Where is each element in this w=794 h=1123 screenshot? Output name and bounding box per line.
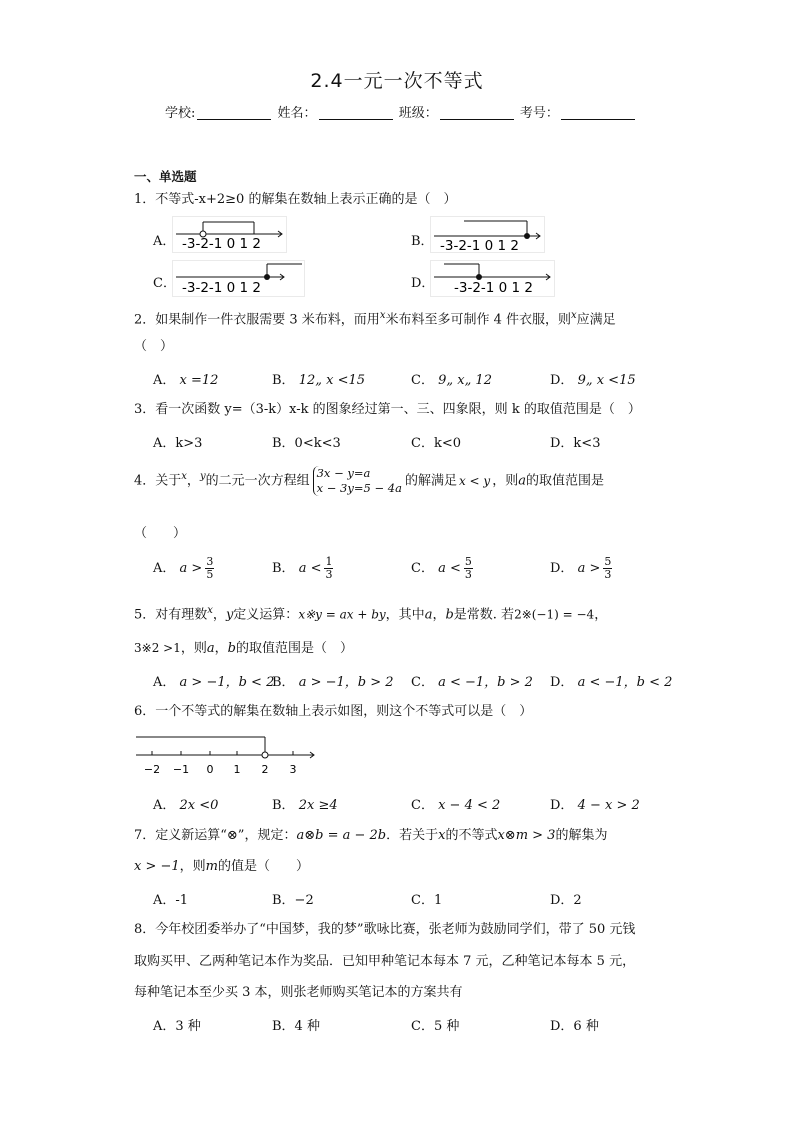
q1-option-d-numberline <box>430 260 556 298</box>
q4-d-den: 3 <box>604 568 612 581</box>
q4-text-1: 4．关于 <box>134 473 182 489</box>
q7-text-6: 的值是（ ） <box>218 859 310 874</box>
q7-option-b: B．−2 <box>272 893 314 908</box>
q8-option-c: C．5 种 <box>411 1019 460 1034</box>
q4-text-4: 的解满足 <box>404 473 457 489</box>
exam-no-field[interactable] <box>561 105 635 120</box>
q1-b-tick-labels: -3-2-1 0 1 2 <box>440 238 520 254</box>
q6-d-label: D． <box>550 798 574 813</box>
q1-option-a-label: A． <box>153 234 176 249</box>
q5-option-b <box>272 671 394 690</box>
q5-text-4: ，其中 <box>385 607 425 623</box>
q6-tick-label: 2 <box>261 763 269 776</box>
q4-eq2: x − 3y=5 − 4a <box>316 481 402 495</box>
q7-text-5: ，则 <box>179 859 206 874</box>
q2-a-value: x =12 <box>179 373 219 388</box>
q2-answer-paren: （ ） <box>134 339 174 354</box>
q7-text-1: 7．定义新运算“⊗”，规定： <box>134 828 297 843</box>
q6-tick-label: −1 <box>172 763 190 776</box>
section-heading: 一、单选题 <box>134 169 197 184</box>
q7-var-x: x <box>438 828 446 843</box>
q1-option-c-numberline <box>172 260 306 298</box>
q4-text-5: ，则 <box>492 473 519 489</box>
q6-option-d <box>550 794 640 813</box>
q6-b-label: B． <box>272 798 295 813</box>
q6-option-b <box>272 794 338 813</box>
q8-option-d: D．6 种 <box>550 1019 599 1034</box>
question-4-stem <box>134 466 604 496</box>
q1-d-tick-labels: -3-2-1 0 1 2 <box>454 280 534 296</box>
q5-option-c <box>411 671 533 690</box>
q5-var-a: a <box>424 607 433 623</box>
q4-a-den: 5 <box>206 568 214 581</box>
q4-answer-paren: （ ） <box>134 526 187 541</box>
question-5-stem-line1 <box>134 601 607 625</box>
q7-var-m: m <box>205 859 218 874</box>
q4-a-label: A． <box>153 561 176 576</box>
q2-d-value: 9„ x <15 <box>577 373 636 388</box>
q2-option-b <box>272 369 365 388</box>
q5-text-8: ，则 <box>180 641 207 656</box>
q6-tick-label: 0 <box>206 763 214 776</box>
q5-c-label: C． <box>411 675 434 690</box>
q1-option-b-numberline <box>430 216 546 254</box>
q7-option-c: C．1 <box>411 893 443 908</box>
q5-b-value: a > −1，b > 2 <box>298 675 394 690</box>
q5-d-value: a < −1，b < 2 <box>577 675 673 690</box>
q6-c-label: C． <box>411 798 434 813</box>
q4-a-num: 3 <box>206 555 214 568</box>
exam-no-label: 考号： <box>519 106 559 121</box>
q4-d-num: 5 <box>604 555 612 568</box>
q7-solution: x > −1 <box>134 859 180 874</box>
q7-text-4: 的解集为 <box>555 828 608 843</box>
q4-c-num: 5 <box>464 555 472 568</box>
q4-d-fraction <box>603 556 612 581</box>
q4-a-fraction <box>205 556 214 581</box>
q5-b-label: B． <box>272 675 295 690</box>
q2-option-d <box>550 369 636 388</box>
q4-d-label: D． <box>550 561 574 576</box>
q7-inequality: x⊗m > 3 <box>497 828 556 843</box>
student-info-line <box>165 102 637 121</box>
school-label: 学校: <box>165 106 196 121</box>
q7-option-d: D．2 <box>550 893 582 908</box>
q5-text-10: 的取值范围是（ ） <box>235 641 353 656</box>
q2-option-a <box>153 369 218 388</box>
q5-option-d <box>550 671 672 690</box>
q5-var-b-2: b <box>227 641 236 656</box>
q4-c-fraction <box>464 556 473 581</box>
q2-c-value: 9„ x„ 12 <box>438 373 492 388</box>
q6-a-value: 2x <0 <box>179 798 219 813</box>
q1-option-d-label: D． <box>411 276 435 291</box>
q4-c-label: C． <box>411 561 434 576</box>
q5-condition-2: 3※2 >1 <box>134 641 181 655</box>
q5-c-value: a < −1，b > 2 <box>438 675 533 690</box>
q8-option-a: A．3 种 <box>153 1019 201 1034</box>
q7-text-2: ．若关于 <box>386 828 439 843</box>
q5-var-a-2: a <box>206 641 215 656</box>
q6-d-value: 4 − x > 2 <box>577 798 640 813</box>
q4-option-d <box>550 556 612 581</box>
q5-text-5: ， <box>432 607 446 623</box>
q5-a-label: A． <box>153 675 176 690</box>
q7-definition: a⊗b = a − 2b <box>296 828 387 843</box>
q5-text-7: ， <box>594 607 608 623</box>
q2-text-3: 应满足 <box>576 312 616 328</box>
q5-option-a <box>153 671 274 690</box>
q4-eq1: 3x − y=a <box>316 466 371 480</box>
q2-var-x-2: x <box>571 310 577 321</box>
q5-text-9: ， <box>214 641 228 656</box>
q2-text-2: 米布料至多可制作 4 件衣服，则 <box>385 312 571 328</box>
question-2-stem <box>134 306 616 330</box>
q2-a-label: A． <box>153 373 176 388</box>
q4-option-b <box>272 556 333 581</box>
q4-a-value: a > <box>179 561 203 576</box>
q3-option-a: A．k>3 <box>153 436 203 451</box>
q6-option-a <box>153 794 218 813</box>
name-label: 姓名： <box>277 106 317 121</box>
question-6-stem: 6．一个不等式的解集在数轴上表示如图，则这个不等式可以是（ ） <box>134 704 533 719</box>
q6-tick-label: 1 <box>233 763 241 776</box>
question-8-stem-line3: 每种笔记本至少买 3 本，则张老师购买笔记本的方案共有 <box>134 985 463 1000</box>
q5-condition-1: 2※(−1) = −4 <box>514 607 595 622</box>
q4-c-value: a < <box>438 561 461 576</box>
q4-b-fraction <box>324 556 333 581</box>
q4-b-value: a < <box>298 561 322 576</box>
q4-d-value: a > <box>577 561 601 576</box>
question-7-stem-line1 <box>134 826 607 846</box>
q6-tick-label: −2 <box>143 763 161 776</box>
school-field[interactable] <box>197 105 271 120</box>
q2-c-label: C． <box>411 373 434 388</box>
q5-a-value: a > −1，b < 2 <box>179 675 275 690</box>
question-1-stem: 1．不等式-x+2≥0 的解集在数轴上表示正确的是（ ） <box>134 192 457 207</box>
q8-option-b: B．4 种 <box>272 1019 320 1034</box>
q2-b-label: B． <box>272 373 295 388</box>
q4-var-x: x <box>181 471 187 483</box>
q6-b-value: 2x ≥4 <box>298 798 338 813</box>
q5-var-b: b <box>445 607 454 623</box>
q3-option-b: B．0<k<3 <box>272 436 341 451</box>
q7-text-3: 的不等式 <box>445 828 498 843</box>
q6-option-c <box>411 794 500 813</box>
q4-b-label: B． <box>272 561 295 576</box>
page-title: 2.4一元一次不等式 <box>310 70 484 92</box>
q4-option-c <box>411 556 473 581</box>
question-5-stem-line2 <box>134 638 353 659</box>
q6-numberline <box>134 733 324 777</box>
q5-definition: x※y = ax + by <box>298 607 386 622</box>
q5-text-6: 是常数. 若 <box>453 607 515 623</box>
q5-text-3: 定义运算： <box>233 607 299 623</box>
q2-text-1: 2．如果制作一件衣服需要 3 米布料，而用 <box>134 312 380 328</box>
q4-var-y: y <box>199 471 206 483</box>
q4-c-den: 3 <box>464 568 472 581</box>
q4-text-2: ， <box>186 473 200 489</box>
q2-d-label: D． <box>550 373 574 388</box>
q1-option-a-numberline <box>172 216 288 254</box>
name-field[interactable] <box>319 105 393 120</box>
class-field[interactable] <box>440 105 514 120</box>
q5-var-y: y <box>225 607 234 623</box>
q4-equation-system <box>313 466 402 496</box>
q1-option-c-label: C． <box>153 276 176 291</box>
q4-var-a: a <box>518 473 526 489</box>
q4-condition: x < y <box>458 473 491 488</box>
question-7-stem-line2 <box>134 857 309 877</box>
q3-option-d: D．k<3 <box>550 436 601 451</box>
q6-a-label: A． <box>153 798 176 813</box>
q4-text-6: 的取值范围是 <box>525 473 604 489</box>
q5-text-2: ， <box>212 607 226 623</box>
q6-c-value: x − 4 < 2 <box>438 798 501 813</box>
q1-c-tick-labels: -3-2-1 0 1 2 <box>182 280 262 296</box>
q2-b-value: 12„ x <15 <box>298 373 366 388</box>
question-8-stem-line2: 取购买甲、乙两种笔记本作为奖品．已知甲种笔记本每本 7 元，乙种笔记本每本 5 元， <box>134 954 636 969</box>
question-8-stem-line1: 8．今年校团委举办了“中国梦，我的梦”歌咏比赛，张老师为鼓励同学们，带了 50 元钱 <box>134 922 636 937</box>
q4-b-den: 3 <box>325 568 333 581</box>
q4-option-a <box>153 556 214 581</box>
q2-var-x: x <box>379 310 386 321</box>
q5-text-1: 5．对有理数 <box>134 607 208 623</box>
q3-option-c: C．k<0 <box>411 436 461 451</box>
q2-option-c <box>411 369 492 388</box>
q4-b-num: 1 <box>325 555 333 568</box>
question-3-stem: 3．看一次函数 y=（3-k）x-k 的图象经过第一、三、四象限，则 k 的取值范围是（ ） <box>134 402 641 417</box>
q1-a-tick-labels: -3-2-1 0 1 2 <box>182 236 262 252</box>
q6-tick-label: 3 <box>289 763 297 776</box>
q4-text-3: 的二元一次方程组 <box>205 473 310 489</box>
class-label: 班级： <box>398 106 438 121</box>
q5-var-x: x <box>207 605 213 616</box>
q1-option-b-label: B． <box>411 234 434 249</box>
q5-d-label: D． <box>550 675 574 690</box>
q7-option-a: A．-1 <box>153 893 189 908</box>
